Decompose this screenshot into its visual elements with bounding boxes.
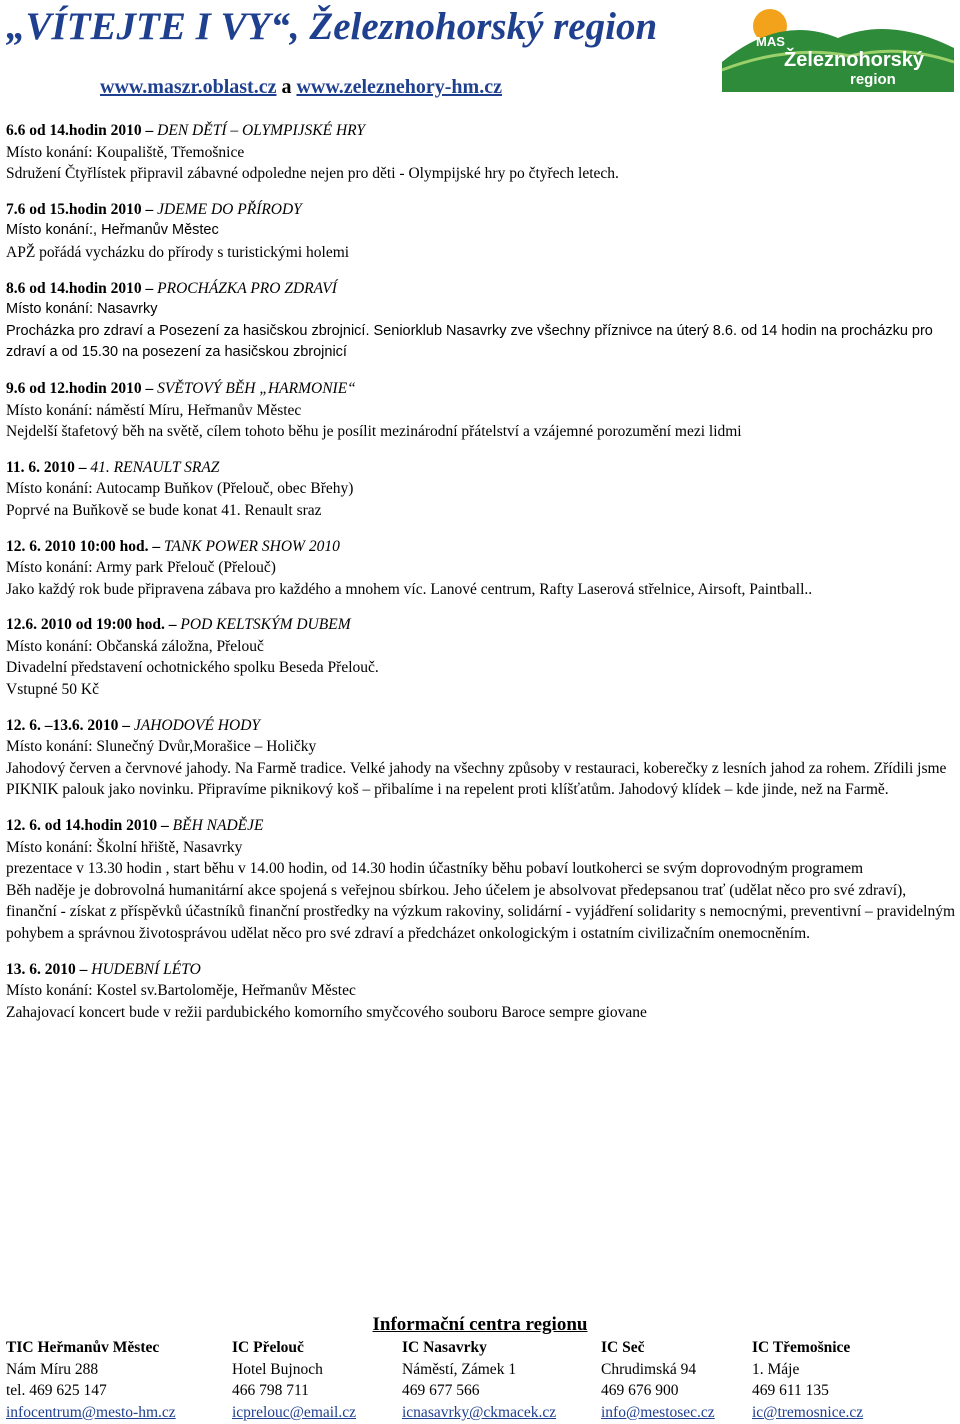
link-maszr[interactable]: www.maszr.oblast.cz: [100, 76, 277, 98]
event-date: 6.6 od 14.hodin 2010: [6, 122, 142, 139]
event-description: Běh naděje je dobrovolná humanitární akce spojená s veřejnou sbírkou. Jeho účelem je absolvovat předepsanou trať (udělat něco pro své zdraví), finanční - získat z příspěvků účastníků finanční prostředky na výzkum rakoviny, solidární - vyjádření solidarity s nemocnými, preventivní – pravidelným pohybem a správnou životosprávou udělat něco pro své zdraví a předcházet onkologickým i ostatním civilizačním onemocněním.: [6, 881, 955, 942]
link-zeleznehory[interactable]: www.zeleznehory-hm.cz: [296, 76, 502, 98]
event-dash: –: [145, 379, 154, 397]
event-heading: [6, 120, 956, 142]
event-dash: –: [145, 122, 154, 139]
event-place: Místo konání: Občanská záložna, Přelouč: [6, 637, 264, 655]
event-dash: –: [78, 458, 87, 476]
event-item: [6, 536, 956, 601]
info-center-name: IC Třemošnice: [752, 1339, 851, 1356]
event-dash: –: [122, 716, 130, 734]
event-place: Místo konání: Školní hřiště, Nasavrky: [6, 838, 243, 856]
event-place: Místo konání: Army park Přelouč (Přelouč): [6, 559, 276, 577]
info-center-phone: tel. 469 625 147: [6, 1382, 107, 1400]
info-center: [601, 1337, 715, 1423]
info-center-phone: 469 677 566: [402, 1382, 480, 1400]
info-center-phone: 466 798 711: [232, 1382, 309, 1400]
event-heading: [6, 378, 956, 400]
info-center-address: Nám Míru 288: [6, 1360, 99, 1378]
event-name: 41. RENAULT SRAZ: [90, 458, 220, 476]
event-date: 12. 6. –13.6. 2010: [6, 716, 119, 734]
info-center-address: Hotel Bujnoch: [232, 1360, 323, 1378]
event-date: 11. 6. 2010: [6, 458, 75, 476]
event-heading: [6, 715, 956, 737]
event-place: Místo konání: Slunečný Dvůr,Morašice – Holičky: [6, 738, 317, 756]
event-dash: –: [145, 200, 154, 218]
event-heading: [6, 536, 956, 558]
event-item: [6, 378, 956, 443]
event-description: Poprvé na Buňkově se bude konat 41. Renault sraz: [6, 501, 322, 519]
event-place: Místo konání:, Heřmanův Městec: [6, 222, 219, 239]
event-date: 12.6. 2010 od 19:00 hod.: [6, 616, 165, 634]
event-description: Zahajovací koncert bude v režii pardubického komorního smyčcového souboru Baroce sempre giovane: [6, 1003, 647, 1021]
logo-region-text: region: [850, 71, 896, 88]
info-center-email[interactable]: icnasavrky@ckmacek.cz: [402, 1403, 557, 1421]
page-title: „VÍTEJTE I VY“, Železnohorský region: [6, 5, 658, 48]
event-dash: –: [161, 817, 169, 835]
event-heading: [6, 614, 956, 636]
event-name: PROCHÁZKA PRO ZDRAVÍ: [157, 279, 337, 297]
info-center: [752, 1337, 863, 1423]
event-name: DEN DĚTÍ – OLYMPIJSKÉ HRY: [157, 122, 365, 139]
info-center-name: IC Přelouč: [232, 1339, 304, 1356]
event-heading: [6, 278, 956, 300]
event-item: [6, 457, 956, 522]
event-date: 13. 6. 2010: [6, 960, 76, 978]
event-heading: [6, 457, 956, 479]
info-center-address: 1. Máje: [752, 1360, 800, 1378]
event-heading: [6, 815, 956, 837]
logo-name-text: Železnohorský: [784, 49, 925, 71]
logo-mas-text: MAS: [756, 34, 785, 49]
event-dash: –: [168, 616, 177, 634]
mas-logo: [720, 4, 956, 92]
event-item: [6, 278, 956, 364]
info-center-email[interactable]: infocentrum@mesto-hm.cz: [6, 1403, 176, 1421]
info-center-email[interactable]: info@mestosec.cz: [601, 1403, 715, 1421]
info-center-phone: 469 676 900: [601, 1382, 679, 1400]
event-place: Místo konání: Nasavrky: [6, 301, 158, 318]
event-item: [6, 614, 956, 700]
info-center: [6, 1337, 176, 1423]
event-description: Procházka pro zdraví a Posezení za hasičskou zbrojnicí. Seniorklub Nasavrky zve všechny příznivce na úterý 8.6. od 14 hodin na procházku pro zdraví a od 15.30 na posezení za hasičskou zbrojnicí: [6, 322, 933, 361]
info-center-name: IC Seč: [601, 1339, 645, 1356]
event-place: Místo konání: Kostel sv.Bartoloměje, Heřmanův Městec: [6, 982, 356, 1000]
event-place: Místo konání: náměstí Míru, Heřmanův Městec: [6, 401, 302, 419]
event-dash: –: [79, 960, 88, 978]
event-description: Jako každý rok bude připravena zábava pro každého a mnohem víc. Lanové centrum, Rafty Laserová střelnice, Airsoft, Paintball..: [6, 580, 813, 598]
event-description: prezentace v 13.30 hodin , start běhu v 14.00 hodin, od 14.30 hodin účastníky běhu pobaví loutkoherci se svým doprovodným programem: [6, 860, 864, 878]
info-center-email[interactable]: icprelouc@email.cz: [232, 1403, 356, 1421]
event-name: HUDEBNÍ LÉTO: [91, 960, 201, 978]
event-place: Místo konání: Koupaliště, Třemošnice: [6, 143, 245, 161]
info-center: [232, 1337, 356, 1423]
event-date: 9.6 od 12.hodin 2010: [6, 379, 142, 397]
event-description: Sdružení Čtyřlístek připravil zábavné odpoledne nejen pro děti - Olympijské hry po čtyřech letech.: [6, 165, 619, 183]
info-center: [402, 1337, 556, 1423]
event-item: [6, 120, 956, 185]
event-date: 8.6 od 14.hodin 2010: [6, 279, 142, 297]
event-date: 12. 6. 2010 10:00 hod.: [6, 537, 149, 555]
event-dash: –: [145, 279, 154, 297]
event-item: [6, 199, 956, 264]
event-description: Nejdelší štafetový běh na světě, cílem tohoto běhu je posílit mezinárodní přátelství a vzájemné porozumění mezi lidmi: [6, 423, 742, 441]
header-links: [100, 74, 502, 100]
event-date: 7.6 od 15.hodin 2010: [6, 200, 142, 218]
info-center-phone: 469 611 135: [752, 1382, 829, 1400]
event-name: JDEME DO PŘÍRODY: [157, 200, 302, 218]
info-center-address: Náměstí, Zámek 1: [402, 1360, 517, 1378]
event-description: Jahodový červen a červnové jahody. Na Farmě tradice. Velké jahody na všechny způsoby v restauraci, koberečky z lesních jahod za rohem. Zřídili jsme PIKNIK palouk jako novinku. Připravíme piknikový koš – přibalíme i na repelent proti klíšťatům. Jahodový klídek – kde jinde, než na Farmě.: [6, 759, 947, 799]
event-name: POD KELTSKÝM DUBEM: [180, 616, 351, 634]
event-heading: [6, 959, 956, 981]
event-place: Místo konání: Autocamp Buňkov (Přelouč, obec Břehy): [6, 480, 354, 498]
event-description: Vstupné 50 Kč: [6, 681, 99, 699]
event-heading: [6, 199, 956, 221]
info-center-name: IC Nasavrky: [402, 1339, 487, 1356]
info-center-name: TIC Heřmanův Městec: [6, 1339, 160, 1356]
event-item: [6, 815, 956, 945]
link-separator: a: [281, 76, 292, 98]
info-center-email[interactable]: ic@tremosnice.cz: [752, 1403, 864, 1421]
event-description: APŽ pořádá vycházku do přírody s turistickými holemi: [6, 243, 350, 261]
event-description: Divadelní představení ochotnického spolku Beseda Přelouč.: [6, 659, 379, 677]
event-name: TANK POWER SHOW 2010: [164, 537, 340, 555]
event-item: [6, 959, 956, 1024]
event-list: [6, 120, 956, 1037]
event-dash: –: [152, 537, 161, 555]
event-name: JAHODOVÉ HODY: [133, 716, 261, 734]
event-name: BĚH NADĚJE: [172, 817, 264, 835]
info-center-address: Chrudimská 94: [601, 1360, 697, 1378]
event-name: SVĚTOVÝ BĚH „HARMONIE“: [157, 379, 356, 397]
event-date: 12. 6. od 14.hodin 2010: [6, 817, 158, 835]
event-item: [6, 715, 956, 801]
info-centers-title: Informační centra regionu: [372, 1314, 588, 1335]
